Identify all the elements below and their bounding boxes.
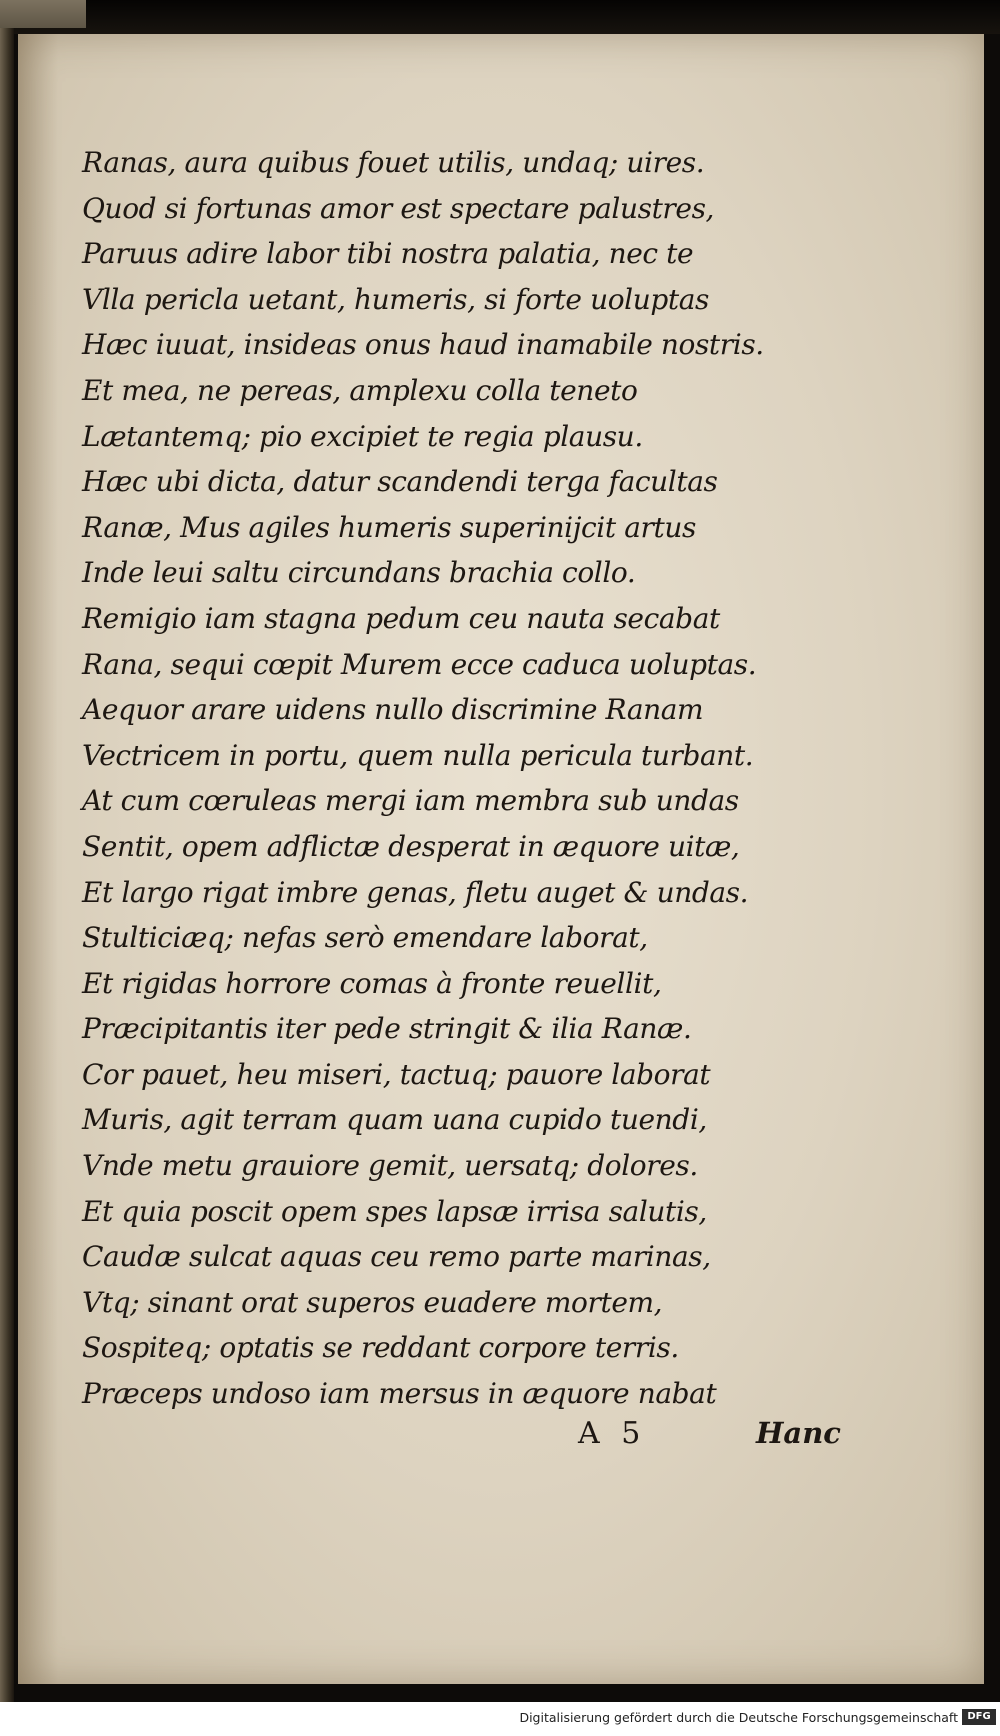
verse-line: Præceps undoso iam mersus in æquore nabat	[82, 1377, 717, 1411]
verse-line: Sentit, opem adflictæ desperat in æquore uitæ,	[82, 829, 740, 863]
verse-line: Remigio iam stagna pedum ceu nauta secabat	[82, 601, 720, 635]
verse-line: Præcipitantis iter pede stringit & ilia Ranæ.	[82, 1012, 692, 1046]
verse-line: Vectricem in portu, quem nulla pericula turbant.	[82, 738, 754, 772]
verse-line: Quod si fortunas amor est spectare palustres,	[82, 191, 715, 225]
verse-line: Vnde metu grauiore gemit, uersatq; dolores.	[82, 1149, 698, 1183]
verse-line: Sospiteq; optatis se reddant corpore terris.	[82, 1331, 679, 1365]
verse-line: Aequor arare uidens nullo discrimine Ranam	[82, 693, 704, 727]
verse-line: Et largo rigat imbre genas, fletu auget & undas.	[82, 875, 749, 909]
verse-line: Paruus adire labor tibi nostra palatia, nec te	[82, 237, 694, 271]
verse-line: Lætantemq; pio excipiet te regia plausu.	[82, 419, 643, 453]
page-gutter-shadow	[18, 34, 58, 1684]
verse-line: Rana, sequi cœpit Murem ecce caduca uoluptas.	[82, 647, 757, 681]
scan-left-tab	[0, 0, 86, 28]
verse-line: Inde leui saltu circundans brachia collo.	[82, 556, 636, 590]
verse-line: Muris, agit terram quam uana cupido tuendi,	[82, 1103, 707, 1137]
verse-line: Ranæ, Mus agiles humeris superinijcit artus	[82, 510, 696, 544]
verse-line: Stulticiæq; nefas serò emendare laborat,	[82, 921, 648, 955]
verse-text	[82, 140, 782, 1417]
funding-credit: Digitalisierung gefördert durch die Deutsche Forschungsgemeinschaft	[519, 1710, 958, 1725]
verse-line: Hæc ubi dicta, datur scandendi terga facultas	[82, 465, 718, 499]
catchword: Hanc	[756, 1416, 841, 1450]
verse-line: Cor pauet, heu miseri, tactuq; pauore laborat	[82, 1057, 711, 1091]
verse-line: At cum cœruleas mergi iam membra sub undas	[82, 784, 739, 818]
scan-background-top	[0, 0, 1000, 34]
verse-line: Et rigidas horrore comas à fronte reuellit,	[82, 966, 662, 1000]
signature-mark: A 5	[578, 1416, 647, 1451]
verse-line: Vtq; sinant orat superos euadere mortem,	[82, 1285, 663, 1319]
verse-line: Caudæ sulcat aquas ceu remo parte marinas,	[82, 1240, 711, 1274]
verse-line: Et quia poscit opem spes lapsæ irrisa salutis,	[82, 1194, 707, 1228]
verse-line: Ranas, aura quibus fouet utilis, undaq; uires.	[82, 146, 705, 179]
verse-line: Et mea, ne pereas, amplexu colla teneto	[82, 373, 638, 407]
scan-left-edge	[0, 0, 14, 1736]
dfg-logo-icon: DFG	[962, 1709, 996, 1725]
verse-line: Vlla pericla uetant, humeris, si forte uoluptas	[82, 282, 709, 316]
verse-line: Hæc iuuat, insideas onus haud inamabile nostris.	[82, 328, 764, 362]
